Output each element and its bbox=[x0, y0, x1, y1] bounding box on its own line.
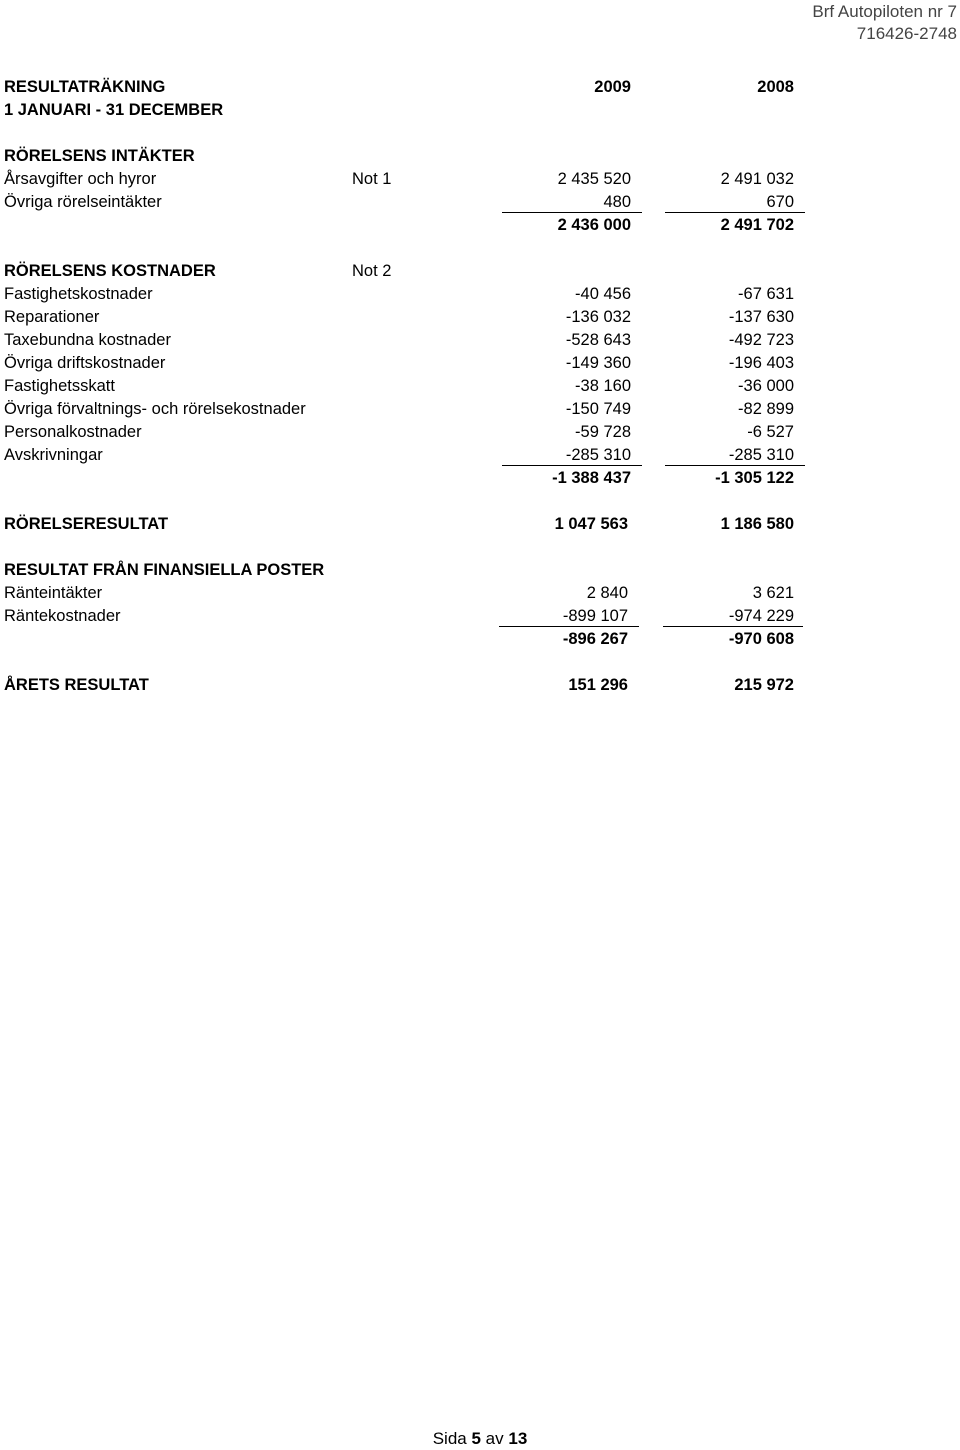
cost-row-2009: -40 456 bbox=[575, 285, 631, 303]
cost-row-2009: -150 749 bbox=[565, 400, 631, 418]
income-row-2008: 2 491 032 bbox=[720, 170, 794, 188]
income-total-2009: 2 436 000 bbox=[557, 216, 631, 234]
financial-total-2009: -896 267 bbox=[562, 630, 628, 648]
year-2009-heading: 2009 bbox=[594, 78, 631, 96]
cost-row-label: Övriga förvaltnings- och rörelsekostnader bbox=[4, 400, 306, 418]
cost-row-2009: -149 360 bbox=[565, 354, 631, 372]
cost-row-2008: -137 630 bbox=[728, 308, 794, 326]
financial-heading: RESULTAT FRÅN FINANSIELLA POSTER bbox=[4, 561, 325, 579]
costs-heading: RÖRELSENS KOSTNADER bbox=[4, 262, 216, 280]
financial-row-2009: -899 107 bbox=[562, 607, 628, 625]
report-period: 1 JANUARI - 31 DECEMBER bbox=[4, 101, 224, 119]
cost-row-2009: -59 728 bbox=[575, 423, 631, 441]
income-row-label: Övriga rörelseintäkter bbox=[4, 193, 162, 211]
cost-row-2008: -67 631 bbox=[738, 285, 794, 303]
cost-row-2008: -36 000 bbox=[738, 377, 794, 395]
subtotal-rule-2008 bbox=[663, 626, 803, 627]
footer-prefix: Sida bbox=[432, 1429, 467, 1448]
cost-row-label: Reparationer bbox=[4, 308, 100, 326]
income-total-2008: 2 491 702 bbox=[720, 216, 794, 234]
income-row-2009: 2 435 520 bbox=[557, 170, 631, 188]
subtotal-rule-2009 bbox=[499, 626, 639, 627]
subtotal-rule-2009 bbox=[502, 212, 642, 213]
cost-row-2009: -285 310 bbox=[565, 446, 631, 464]
cost-row-label: Personalkostnader bbox=[4, 423, 142, 441]
report-title: RESULTATRÄKNING bbox=[4, 78, 166, 96]
cost-row-2008: -492 723 bbox=[728, 331, 794, 349]
financial-total-2008: -970 608 bbox=[728, 630, 794, 648]
costs-total-2009: -1 388 437 bbox=[552, 469, 631, 487]
income-row-label: Årsavgifter och hyror bbox=[4, 170, 157, 188]
cost-row-label: Övriga driftskostnader bbox=[4, 354, 166, 372]
year-2008-heading: 2008 bbox=[757, 78, 794, 96]
current-page-number: 5 bbox=[471, 1429, 481, 1448]
note-reference: Not 1 bbox=[352, 170, 392, 188]
costs-total-2008: -1 305 122 bbox=[715, 469, 794, 487]
operating-result-2008: 1 186 580 bbox=[720, 515, 794, 533]
financial-row-2008: 3 621 bbox=[752, 584, 794, 602]
net-result-2008: 215 972 bbox=[734, 676, 794, 694]
income-heading: RÖRELSENS INTÄKTER bbox=[4, 147, 195, 165]
org-name: Brf Autopiloten nr 7 bbox=[812, 2, 957, 21]
note-reference: Not 2 bbox=[352, 262, 392, 280]
subtotal-rule-2008 bbox=[665, 212, 805, 213]
cost-row-2008: -196 403 bbox=[728, 354, 794, 372]
org-number: 716426-2748 bbox=[856, 24, 957, 43]
footer-separator: av bbox=[485, 1429, 504, 1448]
operating-result-2009: 1 047 563 bbox=[554, 515, 628, 533]
subtotal-rule-2008 bbox=[665, 465, 805, 466]
income-row-2008: 670 bbox=[766, 193, 794, 211]
cost-row-2008: -82 899 bbox=[738, 400, 794, 418]
cost-row-label: Avskrivningar bbox=[4, 446, 103, 464]
operating-result-label: RÖRELSERESULTAT bbox=[4, 515, 169, 533]
cost-row-label: Fastighetsskatt bbox=[4, 377, 115, 395]
cost-row-2008: -285 310 bbox=[728, 446, 794, 464]
cost-row-2009: -136 032 bbox=[565, 308, 631, 326]
total-pages-number: 13 bbox=[508, 1429, 528, 1448]
financial-row-2008: -974 229 bbox=[728, 607, 794, 625]
cost-row-2008: -6 527 bbox=[747, 423, 794, 441]
cost-row-2009: -528 643 bbox=[565, 331, 631, 349]
financial-row-label: Räntekostnader bbox=[4, 607, 121, 625]
net-result-2009: 151 296 bbox=[568, 676, 628, 694]
income-row-2009: 480 bbox=[603, 193, 631, 211]
subtotal-rule-2009 bbox=[502, 465, 642, 466]
net-result-label: ÅRETS RESULTAT bbox=[4, 676, 149, 694]
page-footer bbox=[0, 1428, 960, 1450]
financial-row-label: Ränteintäkter bbox=[4, 584, 103, 602]
cost-row-2009: -38 160 bbox=[575, 377, 631, 395]
financial-row-2009: 2 840 bbox=[586, 584, 628, 602]
cost-row-label: Taxebundna kostnader bbox=[4, 331, 171, 349]
cost-row-label: Fastighetskostnader bbox=[4, 285, 153, 303]
